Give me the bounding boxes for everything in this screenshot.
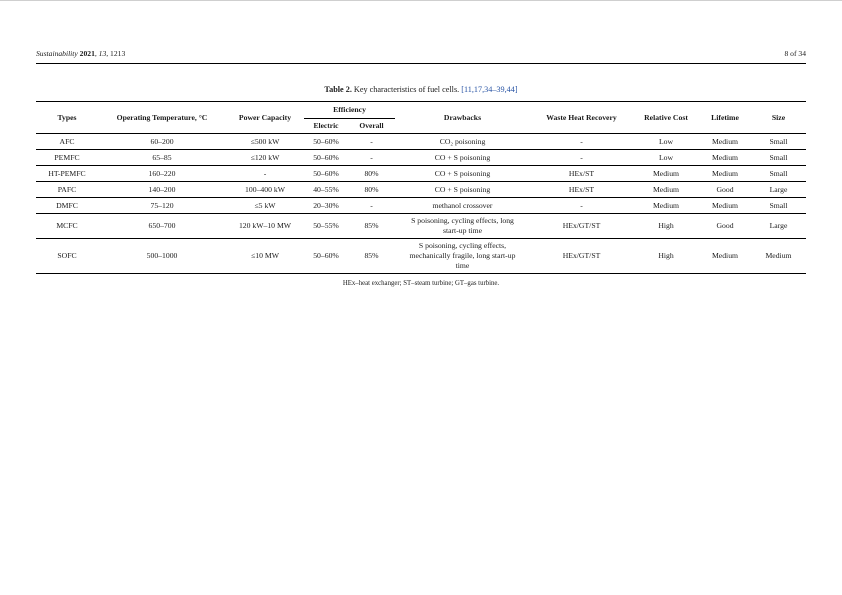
cell-waste: -	[580, 152, 583, 162]
cell-overall: -	[370, 136, 373, 146]
cell-overall: 80%	[364, 168, 379, 178]
header-waste-heat: Waste Heat Recovery	[546, 112, 617, 122]
table-row	[36, 239, 806, 274]
cell-electric: 50–60%	[313, 136, 339, 146]
fuel-cell-table	[36, 101, 806, 274]
drawbacks-text: S poisoning, cycling effects, long start-up time	[411, 216, 514, 235]
article-number: 1213	[110, 49, 126, 58]
cell-power: -	[263, 168, 267, 178]
cell-temp: 160–220	[148, 168, 176, 178]
cell-power: ≤5 kW	[254, 200, 276, 210]
cell-cost: High	[658, 221, 674, 230]
cell-power: ≤120 kW	[250, 152, 280, 162]
cell-type: PEMFC	[54, 152, 80, 162]
cell-temp: 60–200	[150, 136, 174, 146]
header-power: Power Capacity	[238, 112, 292, 122]
cell-drawbacks	[395, 214, 530, 239]
drawbacks-text: CO + S poisoning	[434, 184, 491, 194]
cell-type: AFC	[59, 136, 75, 146]
cell-lifetime: Medium	[711, 200, 739, 210]
cell-drawbacks	[395, 166, 530, 182]
table-row	[36, 214, 806, 239]
cell-electric: 50–60%	[313, 168, 339, 178]
table-row	[36, 166, 806, 182]
drawbacks-text: methanol crossover	[432, 200, 493, 210]
cell-power: 100–400 kW	[245, 184, 285, 194]
cell-lifetime: Good	[716, 184, 734, 194]
cell-type: MCFC	[56, 221, 78, 230]
cell-size: Medium	[765, 251, 792, 260]
cell-temp: 75–120	[150, 200, 174, 210]
cell-overall: 85%	[364, 251, 379, 260]
caption-text: Key characteristics of fuel cells.	[353, 85, 460, 94]
drawbacks-text: S poisoning, cycling effects, mechanically fragile, long start-up time	[409, 241, 516, 270]
cell-type: PAFC	[57, 184, 77, 194]
header-electric: Electric	[313, 121, 339, 130]
cell-drawbacks	[395, 134, 530, 150]
cell-type: HT-PEMFC	[48, 168, 86, 178]
drawbacks-text: CO₂ poisoning	[439, 136, 486, 146]
cell-power: ≤500 kW	[250, 136, 280, 146]
cell-drawbacks	[395, 239, 530, 274]
cell-overall: 80%	[364, 184, 379, 194]
cell-temp: 500–1000	[146, 251, 178, 260]
cell-drawbacks	[395, 150, 530, 166]
cell-waste: HEx/GT/ST	[562, 221, 601, 230]
drawbacks-text: CO + S poisoning	[434, 152, 491, 162]
cell-size: Small	[769, 136, 788, 146]
header-efficiency: Efficiency	[304, 102, 395, 119]
header-size: Size	[771, 112, 786, 122]
cell-temp: 650–700	[148, 221, 176, 230]
drawbacks-text: CO + S poisoning	[434, 168, 491, 178]
cell-drawbacks	[395, 198, 530, 214]
header-types: Types	[57, 112, 77, 122]
table-body	[36, 134, 806, 274]
table-caption	[0, 85, 842, 94]
table-footnote: HEx–heat exchanger; ST–steam turbine; GT–gas turbine.	[342, 280, 500, 287]
header-drawbacks: Drawbacks	[443, 112, 482, 122]
cell-waste: -	[580, 200, 583, 210]
page-header	[36, 49, 806, 61]
cell-size: Large	[769, 184, 788, 194]
cell-cost: Low	[658, 136, 674, 146]
cell-lifetime: Medium	[711, 251, 739, 260]
cell-power: ≤10 MW	[251, 251, 279, 260]
header-overall: Overall	[359, 121, 384, 130]
cell-temp: 65–85	[152, 152, 172, 162]
cell-lifetime: Medium	[711, 168, 739, 178]
table-row	[36, 182, 806, 198]
cell-electric: 20–30%	[313, 200, 339, 210]
header-rule	[36, 63, 806, 64]
journal-year: 2021	[79, 49, 95, 58]
cell-overall: -	[370, 152, 373, 162]
cell-cost: Medium	[652, 200, 680, 210]
cell-size: Small	[769, 168, 788, 178]
cell-size: Small	[769, 200, 788, 210]
cell-type: SOFC	[57, 251, 77, 260]
header-temperature: Operating Temperature, °C	[116, 112, 208, 122]
cell-electric: 50–60%	[313, 251, 339, 260]
cell-overall: -	[370, 200, 373, 210]
cell-waste: -	[580, 136, 583, 146]
table-row	[36, 198, 806, 214]
page-number: 8 of 34	[784, 49, 806, 58]
cell-lifetime: Medium	[711, 136, 739, 146]
cell-lifetime: Medium	[711, 152, 739, 162]
cell-cost: Medium	[652, 168, 680, 178]
header-lifetime: Lifetime	[711, 112, 739, 122]
cell-electric: 50–60%	[313, 152, 339, 162]
header-cost: Relative Cost	[644, 112, 688, 122]
journal-name: Sustainability	[36, 49, 78, 58]
caption-references[interactable]: [11,17,34–39,44]	[461, 85, 518, 94]
cell-cost: High	[658, 251, 674, 260]
cell-waste: HEx/ST	[568, 168, 595, 178]
cell-electric: 50–55%	[313, 221, 339, 230]
cell-waste: HEx/ST	[568, 184, 595, 194]
table-row	[36, 134, 806, 150]
caption-label: Table 2.	[324, 85, 352, 94]
cell-waste: HEx/GT/ST	[562, 251, 601, 260]
cell-cost: Medium	[652, 184, 680, 194]
cell-lifetime: Good	[716, 221, 734, 230]
table-row	[36, 150, 806, 166]
cell-drawbacks	[395, 182, 530, 198]
journal-citation: Sustainability 2021, 13, 1213	[36, 49, 126, 58]
cell-temp: 140–200	[148, 184, 176, 194]
cell-power: 120 kW–10 MW	[238, 221, 292, 230]
cell-cost: Low	[658, 152, 674, 162]
cell-electric: 40–55%	[313, 184, 339, 194]
journal-volume: 13	[98, 49, 107, 58]
top-border	[0, 0, 842, 1]
cell-size: Small	[769, 152, 788, 162]
cell-type: DMFC	[56, 200, 78, 210]
cell-size: Large	[769, 221, 788, 230]
cell-overall: 85%	[364, 221, 379, 230]
